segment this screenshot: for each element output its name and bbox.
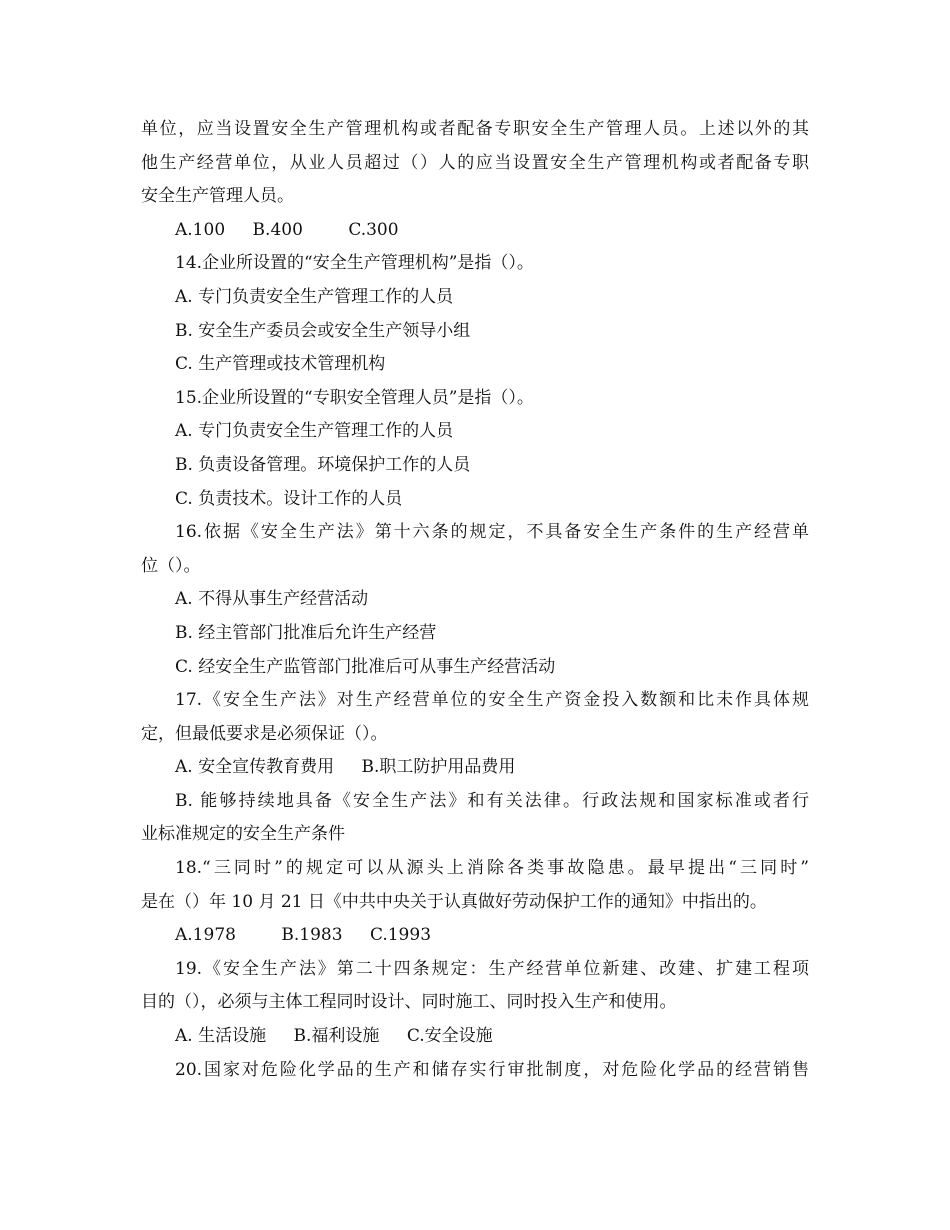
options-q13 [141,214,809,248]
option-a: A. 生活设施 [175,1026,267,1047]
option-a: A. 专门负责安全生产管理工作的人员 [175,421,454,442]
option-c: C. 经安全生产监管部门批准后可从事生产经营活动 [175,656,556,677]
option-b: B. 负责设备管理。环境保护工作的人员 [175,454,471,475]
option-a: A.100 [175,219,226,240]
text-line: 业标准规定的安全生产条件 [141,824,345,845]
option-c: C.1993 [369,925,432,946]
question-17: 17.《安全生产法》对生产经营单位的安全生产资金投入数额和比未作具体规 [175,690,809,711]
option-b: B.职工防护用品费用 [361,757,516,778]
option-b: B.福利设施 [293,1026,380,1047]
question-16: 16.依据《安全生产法》第十六条的规定，不具备安全生产条件的生产经营单 [175,522,809,543]
question-20: 20.国家对危险化学品的生产和储存实行审批制度，对危险化学品的经营销售 [175,1059,809,1080]
options-q18 [141,919,809,953]
question-19: 19.《安全生产法》第二十四条规定：生产经营单位新建、改建、扩建工程项 [175,958,809,979]
option-a: A. 不得从事生产经营活动 [175,589,369,610]
text-line: 定，但最低要求是必须保证（）。 [141,723,388,744]
text-line: 安全生产管理人员。 [141,186,294,207]
text-line: 他生产经营单位，从业人员超过（）人的应当设置安全生产管理机构或者配备专职 [141,152,809,173]
document-body [141,113,809,1087]
text-line: 是在（）年 10 月 21 日《中共中央关于认真做好劳动保护工作的通知》中指出的。 [141,891,767,912]
question-18: 18.“三同时”的规定可以从源头上消除各类事故隐患。最早提出“三同时” [175,858,809,879]
text-line: 位（）。 [141,555,201,576]
option-b: B. 安全生产委员会或安全生产领导小组 [175,320,471,341]
question-14: 14.企业所设置的“安全生产管理机构”是指（）。 [175,253,534,274]
option-a: A.1978 [175,925,236,946]
option-a: A. 专门负责安全生产管理工作的人员 [175,286,454,307]
option-c: C.300 [348,219,399,240]
options-q19 [141,1020,809,1054]
text-line: 单位，应当设置安全生产管理机构或者配备专职安全生产管理人员。上述以外的其 [141,119,809,139]
option-b: B.1983 [281,925,343,946]
option-b-long: B. 能够持续地具备《安全生产法》和有关法律。行政法规和国家标准或者行 [175,790,809,811]
options-q17 [141,751,809,785]
question-15: 15.企业所设置的“专职安全管理人员”是指（）。 [175,387,534,408]
option-b: B.400 [252,219,303,240]
option-b: B. 经主管部门批准后允许生产经营 [175,622,437,643]
option-a: A. 安全宣传教育费用 [175,757,335,778]
option-c: C. 负责技术。设计工作的人员 [175,488,403,509]
option-c: C. 生产管理或技术管理机构 [175,354,386,375]
text-line: 目的（），必须与主体工程同时设计、同时施工、同时投入生产和使用。 [141,992,677,1013]
option-c: C.安全设施 [406,1026,493,1047]
